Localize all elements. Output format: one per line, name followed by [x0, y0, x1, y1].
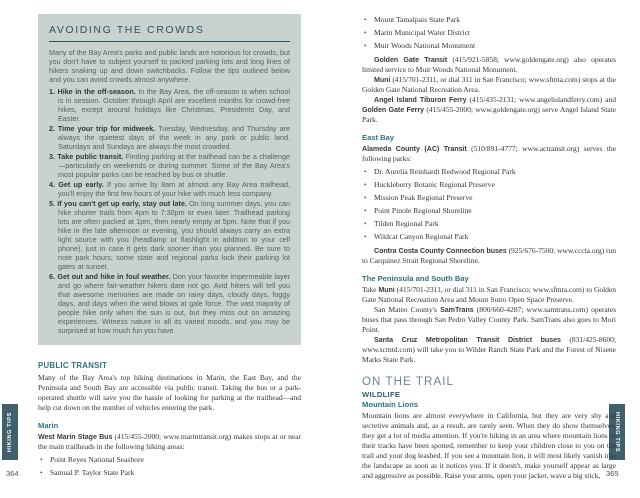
tip-text: On long summer days, you can hike shorter trails from 4pm to 7:30pm or even later. Trailhead parking lots are often packed at 1pm, then nearly empty at 5pm. Note that if you hike in the late afternoon or evening, you should always carry an extra light source with you (headlamp or flashlight in addition to your cell phone), just in case it gets dark sooner than you planned. Be sure to note park hours; some state and regional parks lock their parking lot gates at sunset. [58, 199, 290, 271]
county-connection-paragraph: Contra Costa County Connection buses (925/676-7500; www.cccta.org) run to Carquinez Strait Regional Shoreline. [362, 246, 617, 265]
left-edge-tab-label: HIKING TIPS [7, 411, 13, 453]
park-list-item: • Point Reyes National Seashore [40, 456, 301, 465]
park-list-item: • Marin Municipal Water District [364, 29, 616, 38]
box-intro: Many of the Bay Area's parks and public lands are notorious for crowds, but you don't have to subject yourself to packed parking lots and long lines of hikers snaking up and down switchbacks. Follow the tips outlined below and you can avoid crowds almost anywhere. [49, 48, 290, 84]
on-the-trail-heading: ON THE TRAIL [362, 376, 455, 388]
santa-cruz-metro-paragraph: Santa Cruz Metropolitan Transit District buses (831/425-8600; www.scmtd.com) will take you to Wilder Ranch State Park and the Forest of Nisene Marks State Park. [362, 335, 616, 364]
tip-item-1 [49, 87, 290, 123]
samtrans-paragraph: San Mateo County's SamTrans (800/660-4287; www.samtrans.com) operates buses that pass through San Pedro Valley County Park. SamTrans also goes to Mori Point. [362, 305, 616, 334]
tip-lead: 3. Take public transit. [49, 152, 124, 161]
avoiding-the-crowds-box [38, 14, 301, 345]
marin-park-list-continued [362, 16, 616, 51]
park-list-item: • Samual P. Taylor State Park [40, 469, 301, 478]
ac-transit-paragraph: Alameda County (AC) Transit (510/891-4777; www.actransit.org) serves the following parks: [362, 144, 616, 163]
park-list-item: • Mount Tamalpais State Park [364, 16, 616, 25]
park-list-item: • Point Pinole Regional Shoreline [364, 207, 616, 216]
right-page-number: 365 [606, 469, 619, 478]
mountain-lions-paragraph: Mountain lions are almost everywhere in California, but they are very shy and secretive animals and, as a result, are rarely seen. When they do show themselves, they get a lot of media attention. If you're hiking in an area where mountain lions or their tracks have been spotted, remember to keep your children close to you on the trail and your dog leashed. If you see a mountain lion, it will most likely vanish into the landscape as soon as it notices you. If it doesn't, make yourself appear as large and aggressive as possible. Raise your arms, open your jacket, wave a big stick, [362, 411, 616, 480]
golden-gate-transit-paragraph: Golden Gate Transit (415/921-5858; www.goldengate.org) also operates limited service to Muir Woods National Monument. [362, 55, 616, 74]
east-bay-heading: East Bay [362, 133, 395, 142]
tip-item-2 [49, 124, 290, 151]
tip-item-3 [49, 152, 290, 179]
public-transit-heading: PUBLIC TRANSIT [38, 361, 108, 370]
box-title: AVOIDING THE CROWDS [49, 22, 290, 42]
tip-lead: 4. Get up early. [49, 180, 104, 189]
angel-island-ferry-paragraph: Angel Island Tiburon Ferry (415/435-2131; www.angelislandferry.com) and Golden Gate Ferry (415/455-2000; www.goldengate.org) serve Angel Island State Park. [362, 95, 616, 124]
tip-item-5 [49, 199, 290, 271]
park-list-item: • Muir Woods National Monument [364, 42, 616, 51]
tip-lead: 1. Hike in the off-season. [49, 87, 136, 96]
muni-paragraph: Muni (415/701-2311, or dial 311 in San Francisco; www.sfmta.com) stops at the Golden Gate National Recreation Area. [362, 75, 616, 94]
wildlife-heading: WILDLIFE [362, 390, 401, 399]
tip-item-6 [49, 272, 290, 335]
peninsula-muni-paragraph: Take Muni (415/701-2311, or dial 311 in San Francisco; www.sfmta.com) to Golden Gate National Recreation Area and Mount Sutro Open Space Preserve. [362, 285, 616, 304]
park-list-item: • Tilden Regional Park [364, 220, 616, 229]
park-list-item: • Wildcat Canyon Regional Park [364, 233, 616, 242]
park-list-item: • Dr. Aurelia Reinhardt Redwood Regional Park [364, 168, 616, 177]
tip-lead: 6. Get out and hike in foul weather. [49, 272, 171, 281]
park-list-item: • Huckleberry Botanic Regional Preserve [364, 181, 616, 190]
right-page [362, 16, 616, 481]
east-bay-park-list [362, 168, 616, 242]
tip-text: If you arrive by 8am at almost any Bay Area trailhead, you'll enjoy the first few hours of your hike with much less company. [58, 180, 290, 198]
marin-park-list [38, 456, 301, 478]
marin-intro: West Marin Stage Bus (415/455-2000; www.marintransit.org) makes stops at or near the main trailheads in the following hiking areas: [38, 432, 301, 451]
left-page [38, 14, 301, 482]
tip-text: Finding parking at the trailhead can be a challenge—particularly on weekends or during summer. Some of the Bay Area's most popular parks can be reached by bus or shuttle. [58, 152, 290, 179]
public-transit-intro: Many of the Bay Area's top hiking destinations in Marin, the East Bay, and the Peninsula and South Bay are accessible via public transit. Taking the bus or a park-operated shuttle will save you the hassle of looking for parking at the trailhead—and help cut down on the number of vehicles entering the park. [38, 373, 301, 412]
tip-text: Don your favorite impermeable layer and go where fair-weather hikers dare not go. Avid hikers will tell you that awesome memories are made on rainy days, cloudy days, foggy days, and days when the wind blows at gale force. The vast majority of people hike only when the sun is out, but they miss out on amazing experiences. Witness nature in all its varied moods, and you may be surprised at how much fun you have. [58, 272, 290, 335]
left-edge-tab [2, 404, 18, 460]
tip-text: Tuesday, Wednesday, and Thursday are always the quietest days of the week in any park or public land. Saturdays and Sundays are always the most crowded. [58, 124, 290, 151]
park-list-item: • Mission Peak Regional Preserve [364, 194, 616, 203]
left-page-number: 364 [6, 469, 19, 478]
marin-heading: Marin [38, 421, 59, 430]
tip-text: In the Bay Area, the off-season is when school is in session. October through April are excellent months for crowd-free hikes, except around holidays like Christmas, Presidents Day, and Easter. [58, 87, 291, 123]
tip-item-4 [49, 180, 290, 198]
mountain-lions-heading: Mountain Lions [362, 400, 419, 409]
right-edge-tab-label: HIKING TIPS [614, 411, 620, 453]
tip-lead: 5. If you can't get up early, stay out late. [49, 199, 187, 208]
tip-lead: 2. Time your trip for midweek. [49, 124, 156, 133]
peninsula-south-bay-heading: The Peninsula and South Bay [362, 274, 469, 283]
